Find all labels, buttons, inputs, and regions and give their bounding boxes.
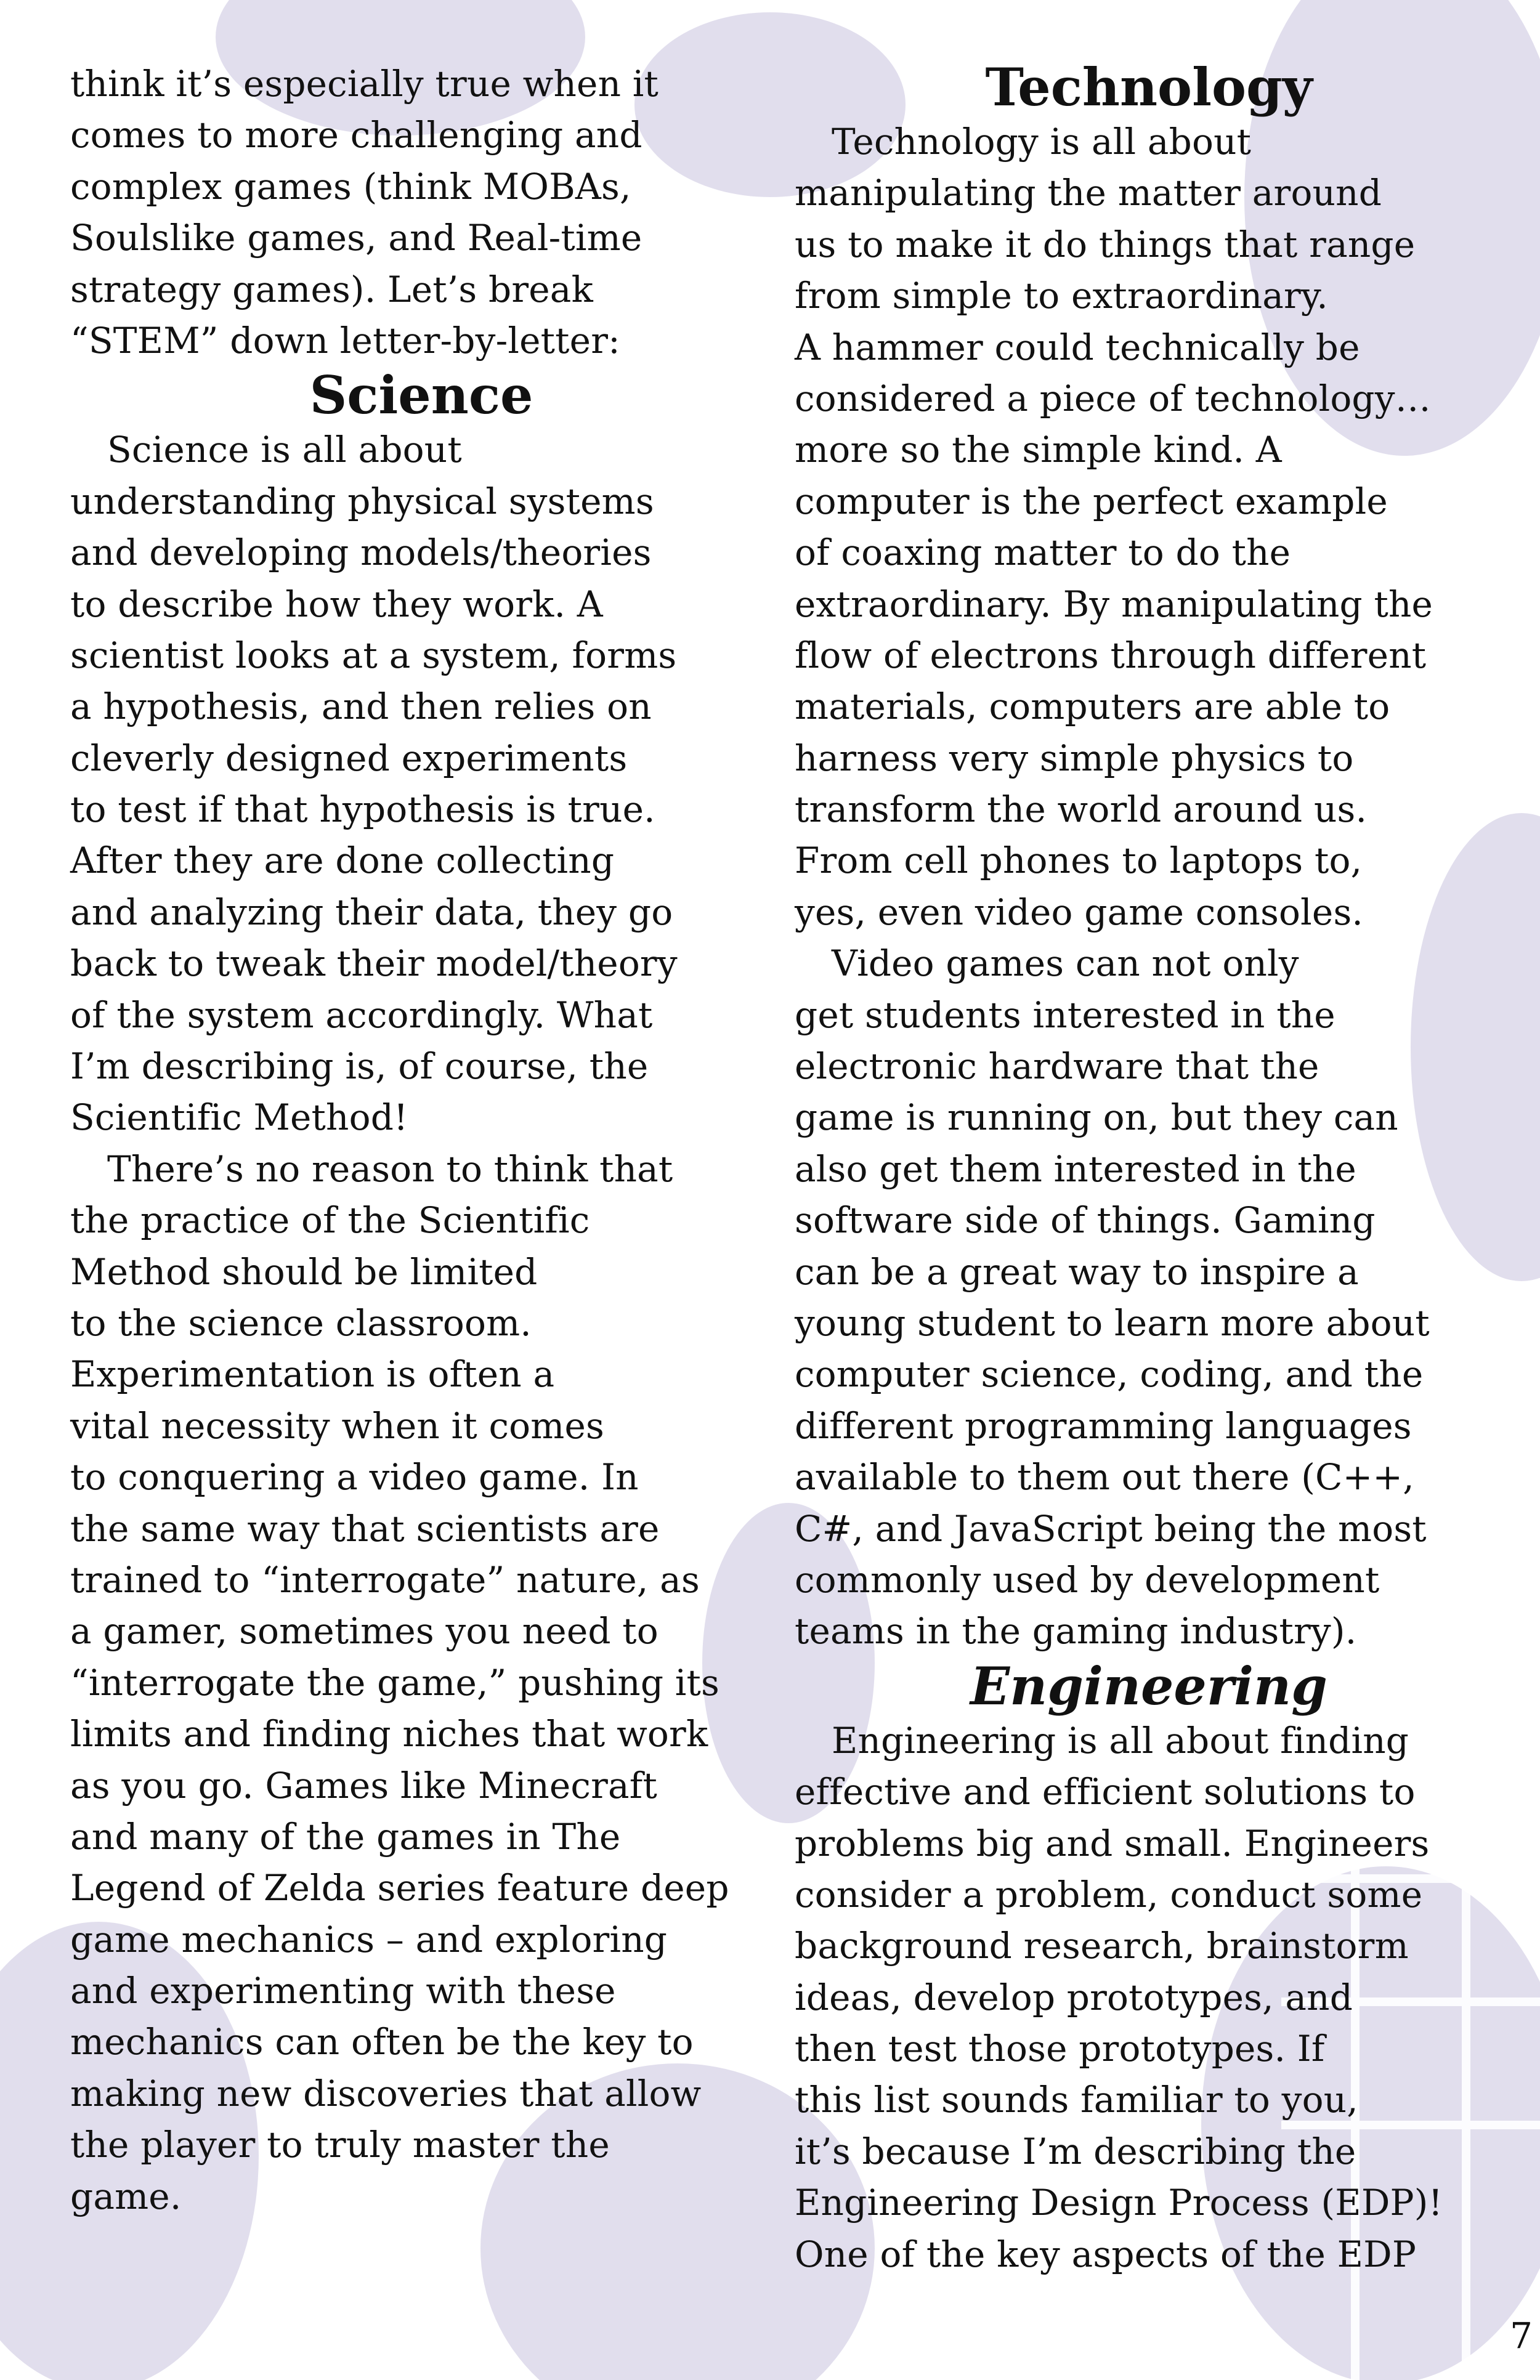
text-line: Experimentation is often a — [70, 1353, 555, 1396]
engineering-paragraph-1 — [795, 1715, 1491, 2280]
text-line: Technology is all about — [832, 121, 1252, 163]
text-line: the same way that scientists are — [70, 1507, 660, 1550]
text-line: “STEM” down letter-by-letter: — [70, 319, 620, 362]
text-line: from simple to extraordinary. — [795, 275, 1328, 317]
text-line: comes to more challenging and — [70, 114, 642, 156]
text-line: One of the key aspects of the EDP — [795, 2233, 1417, 2275]
text-line: teams in the gaming industry). — [795, 1610, 1357, 1653]
text-line: making new discoveries that allow — [70, 2072, 702, 2115]
science-paragraph-2 — [70, 1144, 760, 2222]
text-line: cleverly designed experiments — [70, 737, 628, 779]
technology-paragraph-1 — [795, 116, 1491, 938]
text-line: game. — [70, 2175, 182, 2217]
text-line: available to them out there (C++, — [795, 1456, 1414, 1499]
text-line: limits and finding niches that work — [70, 1713, 708, 1755]
text-line: as you go. Games like Minecraft — [70, 1764, 657, 1807]
text-line: yes, even video game consoles. — [795, 891, 1364, 933]
text-line: scientist looks at a system, forms — [70, 634, 677, 676]
text-line: game is running on, but they can — [795, 1096, 1398, 1139]
text-line: computer is the perfect example — [795, 480, 1388, 522]
text-line: Engineering Design Process (EDP)! — [795, 2182, 1443, 2224]
right-column — [795, 59, 1491, 2280]
text-line: materials, computers are able to — [795, 686, 1390, 728]
science-paragraph-1 — [70, 424, 760, 1143]
science-heading: Science — [309, 365, 533, 426]
text-line: to the science classroom. — [70, 1301, 532, 1344]
text-line: vital necessity when it comes — [70, 1404, 604, 1447]
text-line: this list sounds familiar to you, — [795, 2079, 1358, 2121]
text-line: mechanics can often be the key to — [70, 2021, 694, 2063]
text-line: transform the world around us. — [795, 788, 1368, 831]
text-line: consider a problem, conduct some — [795, 1873, 1423, 1916]
text-line: computer science, coding, and the — [795, 1353, 1424, 1396]
text-line: software side of things. Gaming — [795, 1199, 1376, 1242]
text-line: Legend of Zelda series feature deep — [70, 1867, 729, 1909]
left-column — [70, 59, 760, 2222]
text-line: Scientific Method! — [70, 1096, 408, 1139]
text-line: There’s no reason to think that — [107, 1148, 673, 1190]
text-line: A hammer could technically be — [795, 326, 1360, 368]
text-line: and analyzing their data, they go — [70, 891, 673, 933]
text-line: then test those prototypes. If — [795, 2028, 1325, 2070]
text-line: a hypothesis, and then relies on — [70, 686, 652, 728]
page-number: 7 — [1510, 2315, 1533, 2357]
text-line: considered a piece of technology… — [795, 377, 1431, 419]
text-line: to describe how they work. A — [70, 583, 603, 625]
text-line: it’s because I’m describing the — [795, 2130, 1356, 2172]
text-line: understanding physical systems — [70, 480, 654, 522]
text-line: effective and efficient solutions to — [795, 1771, 1416, 1813]
text-line: young student to learn more about — [795, 1301, 1430, 1344]
text-line: Method should be limited — [70, 1250, 538, 1293]
text-line: get students interested in the — [795, 994, 1335, 1036]
text-line: Soulslike games, and Real-time — [70, 217, 642, 259]
technology-paragraph-2 — [795, 938, 1491, 1657]
text-line: to test if that hypothesis is true. — [70, 788, 655, 831]
text-line: of the system accordingly. What — [70, 994, 653, 1036]
intro-paragraph — [70, 59, 760, 366]
text-line: manipulating the matter around — [795, 172, 1382, 214]
text-line: C#, and JavaScript being the most — [795, 1507, 1427, 1550]
text-line: the practice of the Scientific — [70, 1199, 590, 1242]
text-line: think it’s especially true when it — [70, 63, 659, 105]
text-line: also get them interested in the — [795, 1148, 1356, 1190]
text-line: a gamer, sometimes you need to — [70, 1610, 659, 1653]
text-line: back to tweak their model/theory — [70, 942, 678, 985]
text-line: game mechanics – and exploring — [70, 1918, 668, 1961]
text-line: and many of the games in The — [70, 1815, 621, 1858]
text-line: flow of electrons through different — [795, 634, 1427, 676]
text-line: extraordinary. By manipulating the — [795, 583, 1433, 625]
text-line: and developing models/theories — [70, 532, 652, 574]
text-line: Science is all about — [107, 429, 462, 471]
text-line: Video games can not only — [832, 942, 1299, 985]
text-line: I’m describing is, of course, the — [70, 1045, 649, 1088]
text-line: problems big and small. Engineers — [795, 1822, 1430, 1864]
text-line: to conquering a video game. In — [70, 1456, 639, 1499]
text-line: different programming languages — [795, 1404, 1412, 1447]
text-line: us to make it do things that range — [795, 223, 1416, 265]
text-line: complex games (think MOBAs, — [70, 165, 631, 208]
text-line: ideas, develop prototypes, and — [795, 1976, 1353, 2018]
text-line: and experimenting with these — [70, 1970, 616, 2012]
text-line: “interrogate the game,” pushing its — [70, 1661, 720, 1704]
text-line: electronic hardware that the — [795, 1045, 1319, 1088]
text-line: strategy games). Let’s break — [70, 268, 593, 310]
text-line: After they are done collecting — [70, 840, 615, 882]
text-line: the player to truly master the — [70, 2124, 610, 2166]
text-line: From cell phones to laptops to, — [795, 840, 1363, 882]
engineering-heading: Engineering — [970, 1655, 1327, 1717]
text-line: harness very simple physics to — [795, 737, 1354, 779]
text-line: trained to “interrogate” nature, as — [70, 1558, 700, 1601]
text-line: more so the simple kind. A — [795, 429, 1282, 471]
text-line: commonly used by development — [795, 1558, 1380, 1601]
text-line: of coaxing matter to do the — [795, 532, 1291, 574]
text-line: can be a great way to inspire a — [795, 1250, 1359, 1293]
text-line: background research, brainstorm — [795, 1925, 1409, 1967]
technology-heading: Technology — [985, 57, 1313, 118]
text-line: Engineering is all about finding — [832, 1719, 1409, 1762]
